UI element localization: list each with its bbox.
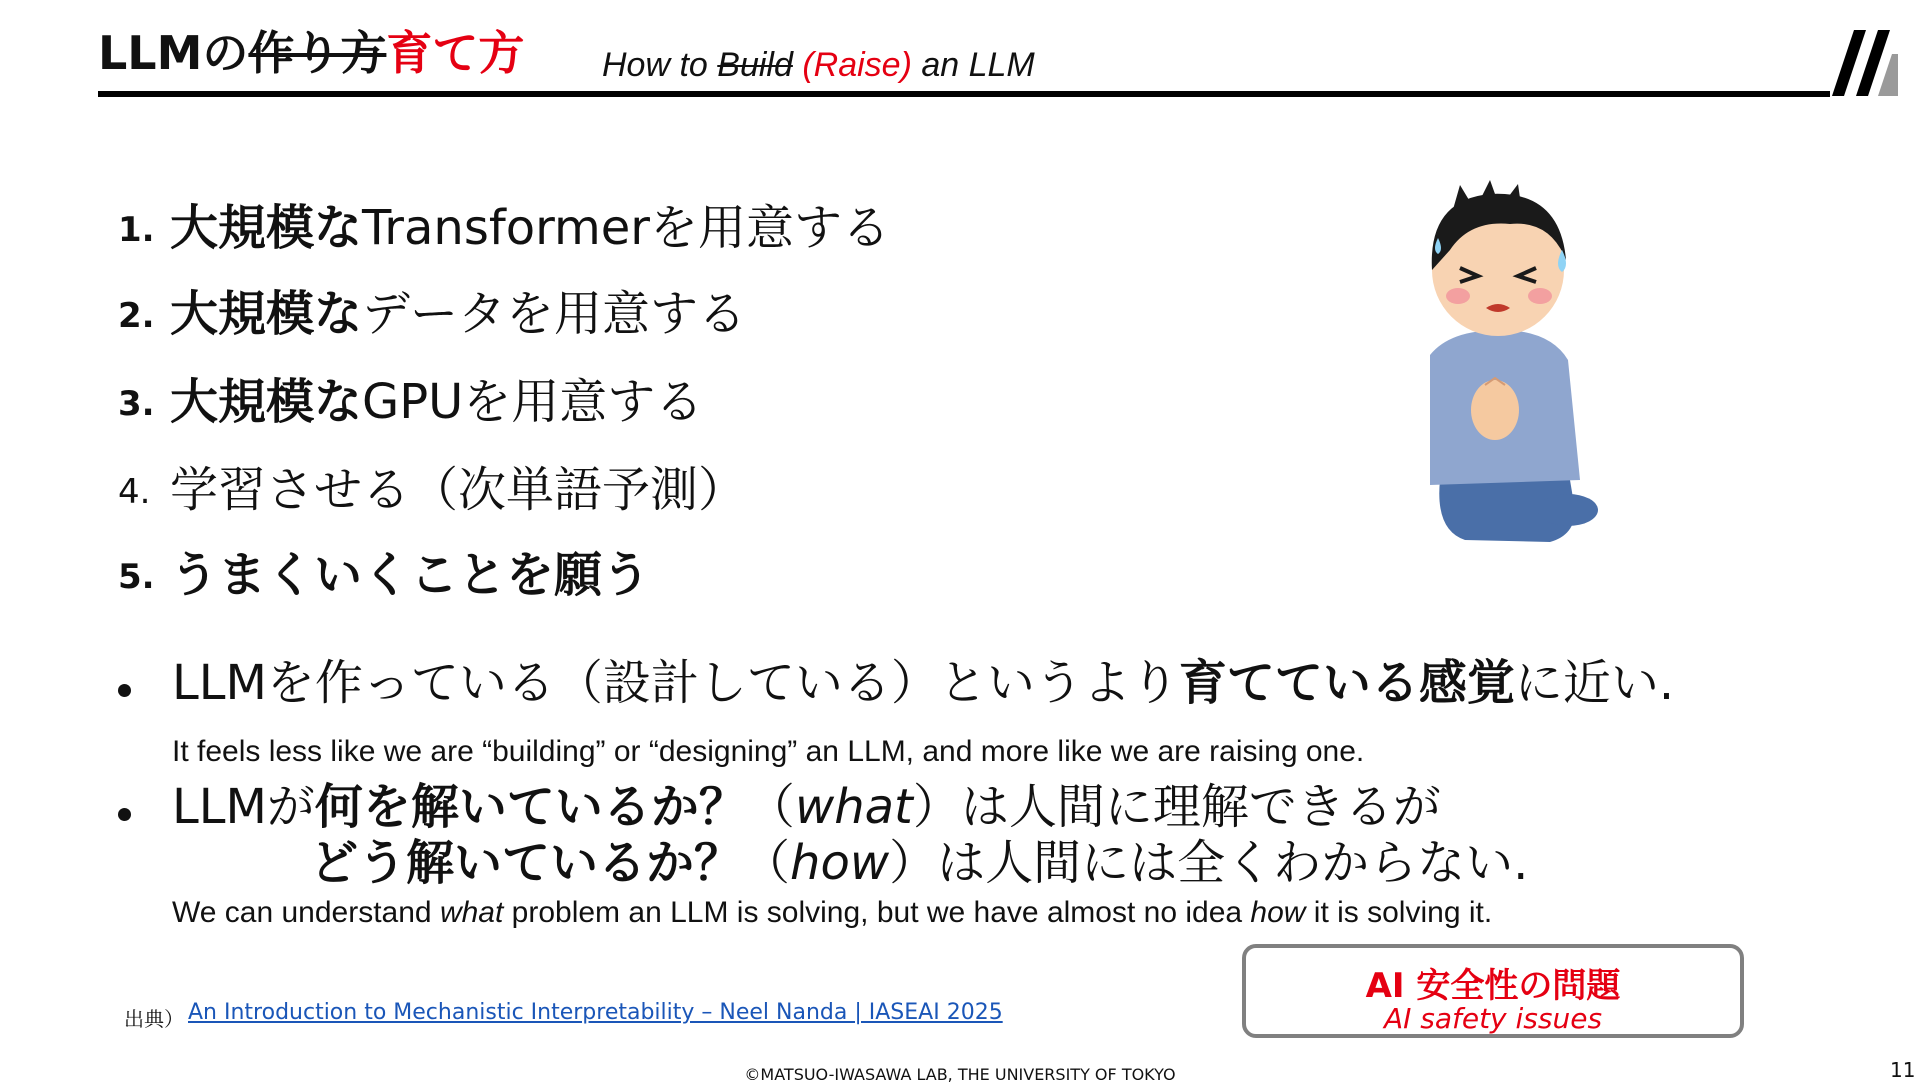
bullet-2-jp2-paren: （ [742, 835, 791, 891]
bullet-1-translation: It feels less like we are “building” or “designing” an LLM, and more like we are raising one. [172, 735, 1365, 768]
bullet-2-jp2-italic: how [790, 835, 890, 891]
title-en-replacement: (Raise) [792, 46, 912, 84]
step-number: 3. [118, 384, 155, 424]
step-number: 1. [118, 210, 155, 250]
step-text: データを用意する [362, 286, 747, 342]
bullet-2-en-italic-how: how [1250, 896, 1306, 929]
bullet-1-jp-post: に近い. [1514, 655, 1675, 711]
bullet-2-en-mid: problem an LLM is solving, but we have almost no idea [503, 896, 1251, 929]
bullet-2-en-post: it is solving it. [1305, 896, 1493, 929]
copyright-notice: ©MATSUO-IWASAWA LAB, THE UNIVERSITY OF TOKYO [744, 1065, 1176, 1084]
bullet-1-text [172, 652, 1674, 714]
bullet-1-jp-pre: LLMを作っている（設計している）というより [172, 655, 1179, 711]
step-bold-text: 大規模な [170, 286, 363, 342]
step-item [118, 284, 746, 346]
bullet-marker [118, 684, 131, 697]
bullet-2-jp2-post: ）は人間には全くわからない. [889, 835, 1529, 891]
bullet-1-jp-bold: 育てている感覚 [1178, 655, 1515, 711]
safety-title-jp: AI 安全性の問題 [1365, 966, 1621, 1006]
slide-title-jp [98, 26, 524, 81]
step-number: 2. [118, 296, 155, 336]
bullet-2-jp1-post: ）は人間に理解できるが [912, 779, 1441, 835]
step-bold-text: うまくいくことを願う [170, 547, 651, 603]
bullet-2-translation [172, 896, 1492, 930]
bullet-2-jp1-italic: what [794, 779, 913, 835]
bullet-marker [118, 808, 131, 821]
slide-title-en [602, 46, 1035, 85]
bullet-2-jp1-bold: 何を解いているか？ [314, 779, 747, 835]
page-number: 11 [1890, 1058, 1916, 1082]
title-en-prefix: How to [602, 46, 718, 84]
praying-man-icon [1390, 180, 1610, 550]
source-label: 出典） [124, 1007, 184, 1031]
step-item [118, 545, 650, 607]
lab-logo-icon [1830, 26, 1900, 98]
bullet-2-jp1-pre: LLMが [172, 779, 315, 835]
title-en-suffix: an LLM [911, 46, 1035, 84]
step-bold-text: 大規模な [170, 374, 363, 430]
title-jp-replacement: 育て方 [386, 26, 525, 80]
bullet-2-jp1-paren: （ [746, 779, 795, 835]
step-item [118, 198, 890, 260]
bullet-2-text-line-2 [310, 832, 1528, 894]
step-number: 4. [118, 472, 151, 512]
source-link[interactable]: An Introduction to Mechanistic Interpretability – Neel Nanda | IASEAI 2025 [188, 1000, 1003, 1025]
ai-safety-callout [1242, 944, 1744, 1038]
step-text: GPUを用意する [362, 374, 704, 430]
safety-title-en: AI safety issues [1383, 1002, 1603, 1035]
step-text: Transformerを用意する [362, 200, 891, 256]
step-text: 学習させる（次単語予測） [170, 462, 747, 518]
bullet-2-en-pre: We can understand [172, 896, 440, 929]
step-number: 5. [118, 557, 155, 597]
step-item [118, 460, 746, 522]
bullet-2-en-italic-what: what [439, 896, 504, 929]
title-en-struck: Build [717, 46, 793, 84]
title-jp-struck: 作り方 [248, 26, 387, 80]
step-bold-text: 大規模な [170, 200, 363, 256]
step-item [118, 372, 703, 434]
title-divider [98, 91, 1830, 97]
bullet-2-text-line-1 [172, 776, 1441, 838]
bullet-2-jp2-bold: どう解いているか？ [310, 835, 743, 891]
title-jp-prefix: LLMの [98, 26, 249, 80]
